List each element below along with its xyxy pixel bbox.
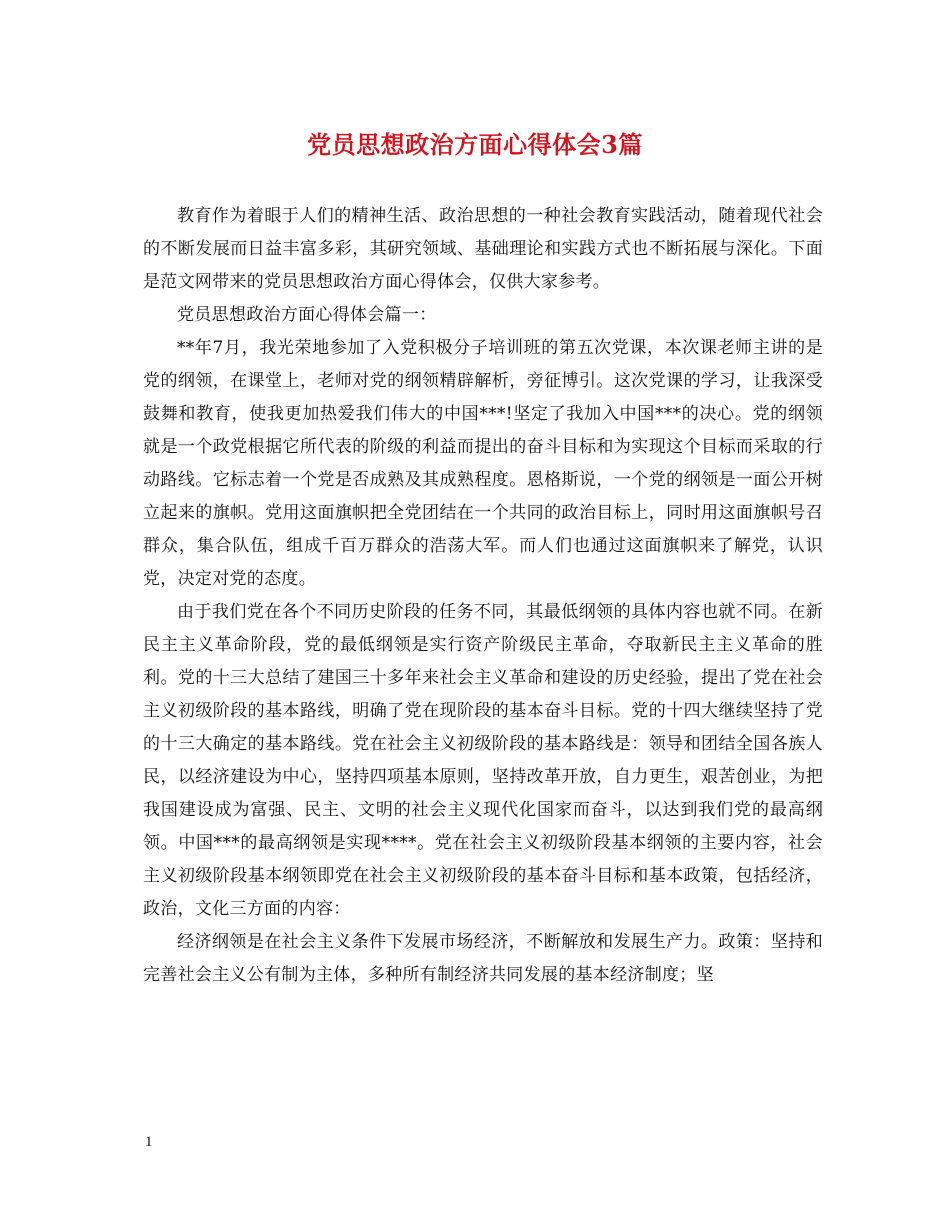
document-body (143, 200, 823, 992)
intro-paragraph: 教育作为着眼于人们的精神生活、政治思想的一种社会教育实践活动，随着现代社会的不断发展而日益丰富多彩，其研究领域、基础理论和实践方式也不断拓展与深化。下面是范文网带来的党员思想政治方面心得体会，仅供大家参考。 (143, 206, 823, 292)
body-paragraph: 经济纲领是在社会主义条件下发展市场经济，不断解放和发展生产力。政策：坚持和完善社会主义公有制为主体，多种所有制经济共同发展的基本经济制度；坚 (143, 932, 823, 985)
page-number: 1 (145, 1134, 153, 1150)
body-paragraph: **年7月，我光荣地参加了入党积极分子培训班的第五次党课，本次课老师主讲的是党的纲领，在课堂上，老师对党的纲领精辟解析，旁征博引。这次党课的学习，让我深受鼓舞和教育，使我更加热爱我们伟大的中国***!坚定了我加入中国***的决心。党的纲领就是一个政党根据它所代表的阶级的利益而提出的奋斗目标和为实现这个目标而采取的行动路线。它标志着一个党是否成熟及其成熟程度。恩格斯说，一个党的纲领是一面公开树立起来的旗帜。党用这面旗帜把全党团结在一个共同的政治目标上，同时用这面旗帜号召群众，集合队伍，组成千百万群众的浩荡大军。而人们也通过这面旗帜来了解党，认识党，决定对党的态度。 (143, 338, 823, 589)
document-title: 党员思想政治方面心得体会3篇 (307, 130, 643, 159)
section-heading: 党员思想政治方面心得体会篇一： (177, 305, 437, 325)
body-paragraph: 由于我们党在各个不同历史阶段的任务不同，其最低纲领的具体内容也就不同。在新民主主义革命阶段，党的最低纲领是实行资产阶级民主革命，夺取新民主主义革命的胜利。党的十三大总结了建国三十多年来社会主义革命和建设的历史经验，提出了党在社会主义初级阶段的基本路线，明确了党在现阶段的基本奋斗目标。党的十四大继续坚持了党的十三大确定的基本路线。党在社会主义初级阶段的基本路线是：领导和团结全国各族人民，以经济建设为中心，坚持四项基本原则，坚持改革开放，自力更生，艰苦创业，为把我国建设成为富强、民主、文明的社会主义现代化国家而奋斗，以达到我们党的最高纲领。中国***的最高纲领是实现****。党在社会主义初级阶段基本纲领的主要内容，社会主义初级阶段基本纲领即党在社会主义初级阶段的基本奋斗目标和基本政策，包括经济，政治，文化三方面的内容： (143, 602, 823, 919)
